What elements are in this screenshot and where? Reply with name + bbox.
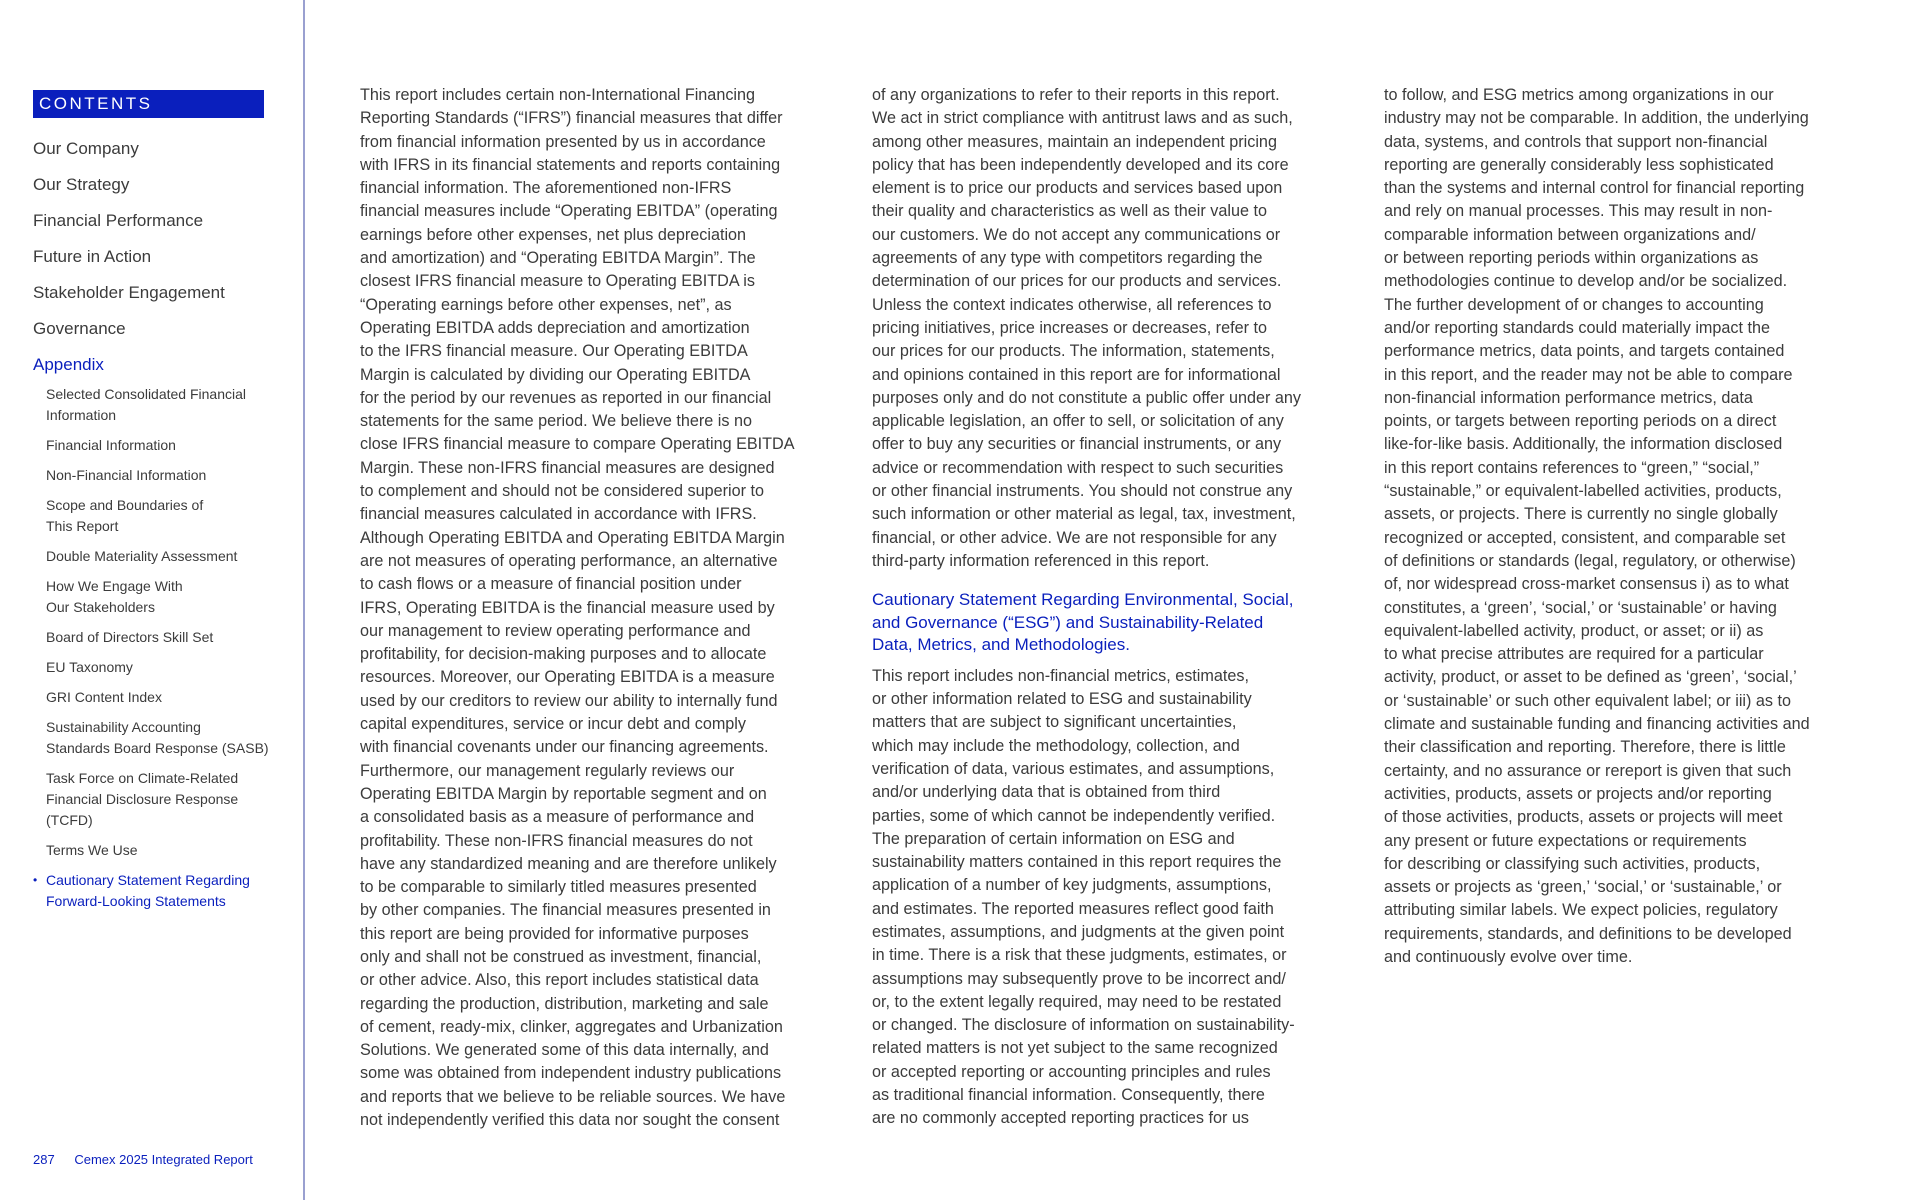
nav-sub-label-line: Scope and Boundaries of — [46, 497, 204, 513]
nav-sub-label-line: Information — [46, 407, 117, 423]
nav-our-strategy[interactable]: Our Strategy — [33, 175, 130, 194]
text-line: Although Operating EBITDA and Operating EBITDA Margin — [360, 528, 785, 547]
nav-sub-label-line: (TCFD) — [46, 812, 93, 828]
text-line: financial measures calculated in accordance with IFRS. — [360, 505, 757, 524]
nav-sub-label-line: Sustainability Accounting — [46, 719, 201, 735]
text-line: Cautionary Statement Regarding Environmental, Social, — [872, 590, 1294, 610]
text-line: points, or targets between reporting periods on a direct — [1384, 412, 1777, 431]
text-line: only and shall not be construed as investment, financial, — [360, 947, 762, 966]
text-line: capital expenditures, service or incur debt and comply — [360, 715, 747, 734]
text-line: requirements, standards, and definitions to be developed — [1384, 924, 1792, 943]
text-line: The preparation of certain information on ESG and — [872, 829, 1235, 848]
text-line: or ‘sustainable’ or such other equivalent label; or iii) as to — [1384, 691, 1792, 710]
text-line: Data, Metrics, and Methodologies. — [872, 635, 1130, 655]
nav-sub-cautionary-statement[interactable] — [33, 870, 286, 912]
nav-sub-financial-information[interactable] — [33, 435, 286, 456]
text-line: verification of data, various estimates, and assumptions, — [872, 759, 1275, 778]
text-line: among other measures, maintain an independent pricing — [872, 132, 1277, 151]
text-line: application of a number of key judgments, assumptions, — [872, 876, 1272, 895]
section-heading — [872, 589, 1342, 657]
text-line: Unless the context indicates otherwise, all references to — [872, 295, 1272, 314]
text-line: climate and sustainable funding and financing activities and — [1384, 715, 1810, 734]
text-line: their quality and characteristics as well as their value to — [872, 202, 1267, 221]
nav-sub-label-line: EU Taxonomy — [46, 659, 133, 675]
nav-governance[interactable]: Governance — [33, 319, 126, 338]
nav-sub-label-line: Task Force on Climate-Related — [46, 770, 239, 786]
text-line: or other advice. Also, this report includes statistical data — [360, 971, 759, 990]
text-line: or, to the extent legally required, may need to be restated — [872, 992, 1282, 1011]
text-line: determination of our prices for our products and services. — [872, 272, 1282, 291]
text-line: and/or underlying data that is obtained from third — [872, 783, 1221, 802]
nav-sub-scope-and-boundaries[interactable] — [33, 495, 286, 537]
text-line: financial measures include “Operating EBITDA” (operating — [360, 202, 778, 221]
text-line: “sustainable,” or equivalent-labelled activities, products, — [1384, 482, 1782, 501]
nav-sub-label-line: Cautionary Statement Regarding — [46, 872, 250, 888]
text-line: reporting are generally considerably less sophisticated — [1384, 155, 1774, 174]
text-column-2 — [872, 84, 1342, 1131]
nav-sub-terms-we-use[interactable] — [33, 840, 286, 861]
text-line: financial, or other advice. We are not responsible for any — [872, 528, 1277, 547]
text-line: industry may not be comparable. In addition, the underlying — [1384, 109, 1809, 128]
text-line: any present or future expectations or requirements — [1384, 831, 1747, 850]
text-line: of any organizations to refer to their reports in this report. — [872, 86, 1280, 104]
text-line: sustainability matters contained in this report requires the — [872, 853, 1282, 872]
text-line: our customers. We do not accept any communications or — [872, 225, 1281, 244]
text-line: with IFRS in its financial statements and reports containing — [360, 155, 781, 174]
text-line: or changed. The disclosure of information on sustainability- — [872, 1016, 1295, 1035]
text-line: some was obtained from independent industry publications — [360, 1064, 782, 1083]
text-line: to complement and should not be considered superior to — [360, 482, 765, 501]
body-paragraph — [1384, 84, 1859, 969]
text-line: and continuously evolve over time. — [1384, 947, 1633, 966]
text-line: for describing or classifying such activities, products, — [1384, 854, 1761, 873]
report-title: Cemex 2025 Integrated Report — [74, 1152, 253, 1167]
nav-sub-tcfd[interactable] — [33, 768, 286, 831]
text-line: resources. Moreover, our Operating EBITDA is a measure — [360, 668, 775, 687]
text-line: are not measures of operating performance, an alternative — [360, 551, 778, 570]
text-line: from financial information presented by us in accordance — [360, 132, 766, 151]
current-page-bullet-icon: • — [33, 873, 38, 887]
text-line: used by our creditors to review our ability to internally fund — [360, 691, 778, 710]
text-line: in this report contains references to “green,” “social,” — [1384, 458, 1760, 477]
text-line: our prices for our products. The information, statements, — [872, 342, 1275, 361]
body-paragraph — [872, 665, 1342, 1131]
text-line: parties, some of which cannot be independently verified. — [872, 806, 1276, 825]
text-line: element is to price our products and services based upon — [872, 179, 1283, 198]
text-line: and reports that we believe to be reliable sources. We have — [360, 1087, 786, 1106]
text-line: Margin is calculated by dividing our Operating EBITDA — [360, 365, 751, 384]
nav-sub-label-line: Double Materiality Assessment — [46, 548, 238, 564]
text-line: estimates, assumptions, and judgments at the given point — [872, 923, 1285, 941]
text-line: IFRS, Operating EBITDA is the financial measure used by — [360, 598, 775, 617]
text-line: This report includes non-financial metrics, estimates, — [872, 666, 1249, 685]
contents-sidebar — [33, 90, 295, 921]
text-line: assets or projects as ‘green,’ ‘social,’ or ‘sustainable,’ or — [1384, 878, 1782, 897]
text-line: methodologies continue to develop and/or be socialized. — [1384, 272, 1788, 291]
text-line: profitability, for decision-making purposes and to allocate — [360, 645, 767, 664]
text-line: statements for the same period. We believe there is no — [360, 412, 753, 431]
text-line: data, systems, and controls that support non-financial — [1384, 132, 1768, 151]
text-line: attributing similar labels. We expect policies, regulatory — [1384, 901, 1778, 920]
text-line: of cement, ready-mix, clinker, aggregates and Urbanization — [360, 1017, 783, 1036]
text-line: pricing initiatives, price increases or decreases, refer to — [872, 318, 1267, 337]
text-line: of, nor widespread cross-market consensus i) as to what — [1384, 575, 1789, 594]
text-line: or between reporting periods within organizations as — [1384, 249, 1759, 268]
text-line: in time. There is a risk that these judgments, estimates, or — [872, 946, 1287, 965]
sidebar-divider — [303, 0, 305, 1200]
text-line: to follow, and ESG metrics among organizations in our — [1384, 86, 1774, 104]
text-line: non-financial information performance metrics, data — [1384, 388, 1753, 407]
text-line: of definitions or standards (legal, regulatory, or otherwise) — [1384, 551, 1796, 570]
nav-sub-how-we-engage[interactable] — [33, 576, 286, 618]
text-line: closest IFRS financial measure to Operating EBITDA is — [360, 272, 755, 291]
body-paragraph — [872, 84, 1342, 573]
nav-sub-label-line: Our Stakeholders — [46, 599, 155, 615]
text-line: activities, products, assets or projects and/or reporting — [1384, 784, 1772, 803]
text-line: constitutes, a ‘green’, ‘social,’ or ‘sustainable’ or having — [1384, 598, 1777, 617]
text-line: This report includes certain non-International Financing — [360, 86, 756, 104]
text-line: Solutions. We generated some of this data internally, and — [360, 1041, 769, 1060]
nav-stakeholder-engagement[interactable]: Stakeholder Engagement — [33, 283, 225, 302]
text-line: to what precise attributes are required for a particular — [1384, 645, 1764, 664]
text-line: related matters is not yet subject to the same recognized — [872, 1039, 1278, 1058]
nav-sub-label-line: Forward-Looking Statements — [46, 893, 226, 909]
text-line: assets, or projects. There is currently no single globally — [1384, 505, 1778, 524]
text-line: Margin. These non-IFRS financial measures are designed — [360, 458, 775, 477]
text-line: We act in strict compliance with antitrust laws and as such, — [872, 109, 1293, 128]
text-line: our management to review operating performance and — [360, 621, 751, 640]
text-column-3 — [1384, 84, 1859, 969]
text-line: by other companies. The financial measures presented in — [360, 901, 771, 920]
text-line: than the systems and internal control for financial reporting — [1384, 179, 1805, 198]
text-line: to be comparable to similarly titled measures presented — [360, 878, 757, 897]
body-paragraph — [360, 84, 820, 1132]
nav-sub-board-skill-set[interactable] — [33, 627, 286, 648]
text-line: third-party information referenced in this report. — [872, 551, 1210, 570]
nav-sub-label-line: How We Engage With — [46, 578, 183, 594]
page-footer — [33, 1152, 253, 1167]
text-line: comparable information between organizations and/ — [1384, 225, 1756, 244]
text-line: or other information related to ESG and sustainability — [872, 690, 1252, 709]
text-line: and opinions contained in this report are for informational — [872, 365, 1281, 384]
nav-sub-selected-consolidated-financial-information[interactable] — [33, 384, 286, 426]
text-line: certainty, and no assurance or rereport is given that such — [1384, 761, 1792, 780]
text-line: in this report, and the reader may not be able to compare — [1384, 365, 1793, 384]
text-line: have any standardized meaning and are therefore unlikely — [360, 854, 777, 873]
nav-sub-label-line: Board of Directors Skill Set — [46, 629, 214, 645]
text-line: financial information. The aforementioned non-IFRS — [360, 179, 732, 198]
text-line: to cash flows or a measure of financial position under — [360, 575, 742, 594]
text-line: “Operating earnings before other expenses, net”, as — [360, 295, 732, 314]
text-line: for the period by our revenues as reported in our financial — [360, 388, 772, 407]
nav-sub-label-line: Terms We Use — [46, 842, 138, 858]
nav-sub-sasb[interactable] — [33, 717, 286, 759]
text-line: Operating EBITDA Margin by reportable segment and on — [360, 784, 767, 803]
text-line: Reporting Standards (“IFRS”) financial measures that differ — [360, 109, 783, 128]
text-line: of those activities, products, assets or projects will meet — [1384, 808, 1783, 827]
text-line: or accepted reporting or accounting principles and rules — [872, 1062, 1271, 1081]
text-line: and Governance (“ESG”) and Sustainability-Related — [872, 612, 1264, 632]
text-line: offer to buy any securities or financial instruments, or any — [872, 435, 1282, 454]
text-line: their classification and reporting. Therefore, there is little — [1384, 738, 1786, 757]
text-line: earnings before other expenses, net plus depreciation — [360, 225, 747, 244]
nav-sub-double-materiality-assessment[interactable] — [33, 546, 286, 567]
nav-sub-non-financial-information[interactable] — [33, 465, 286, 486]
nav-sub-label-line: Standards Board Response (SASB) — [46, 740, 269, 756]
text-line: which may include the methodology, collection, and — [872, 736, 1240, 755]
text-line: Operating EBITDA adds depreciation and amortization — [360, 318, 750, 337]
text-line: advice or recommendation with respect to such securities — [872, 458, 1284, 477]
nav-future-in-action[interactable]: Future in Action — [33, 247, 152, 266]
text-line: equivalent-labelled activity, product, or asset; or ii) as — [1384, 621, 1764, 640]
text-line: matters that are subject to significant uncertainties, — [872, 713, 1237, 732]
nav-sub-gri-content-index[interactable] — [33, 687, 286, 708]
text-line: regarding the production, distribution, marketing and sale — [360, 994, 769, 1013]
text-line: policy that has been independently developed and its core — [872, 155, 1289, 174]
text-line: and estimates. The reported measures reflect good faith — [872, 899, 1274, 918]
text-line: or other financial instruments. You should not construe any — [872, 482, 1293, 501]
text-line: assumptions may subsequently prove to be incorrect and/ — [872, 969, 1286, 988]
nav-sub-label-line: Non-Financial Information — [46, 467, 207, 483]
text-line: not independently verified this data nor sought the consent — [360, 1111, 780, 1130]
nav-sub-eu-taxonomy[interactable] — [33, 657, 286, 678]
text-line: activity, product, or asset to be defined as ‘green’, ‘social,’ — [1384, 668, 1797, 687]
nav-financial-performance[interactable]: Financial Performance — [33, 211, 204, 230]
contents-header: CONTENTS — [33, 90, 264, 118]
nav-sub-label-line: Financial Disclosure Response — [46, 791, 239, 807]
text-column-1 — [360, 84, 820, 1132]
text-line: like-for-like basis. Additionally, the information disclosed — [1384, 435, 1783, 454]
text-line: to the IFRS financial measure. Our Operating EBITDA — [360, 342, 748, 361]
text-line: a consolidated basis as a measure of performance and — [360, 808, 755, 827]
nav-sub-label-line: This Report — [46, 518, 119, 534]
nav-sub-label-line: Selected Consolidated Financial — [46, 386, 247, 402]
text-line: and/or reporting standards could materially impact the — [1384, 318, 1771, 337]
text-line: agreements of any type with competitors regarding the — [872, 249, 1263, 268]
appendix-sub-list — [33, 384, 295, 912]
text-line: and rely on manual processes. This may result in non- — [1384, 202, 1773, 221]
text-line: purposes only and do not constitute a public offer under any — [872, 388, 1301, 407]
text-line: and amortization) and “Operating EBITDA Margin”. The — [360, 249, 756, 268]
text-line: are no commonly accepted reporting practices for us — [872, 1109, 1249, 1128]
text-line: as traditional financial information. Consequently, there — [872, 1086, 1265, 1105]
page-number: 287 — [33, 1152, 55, 1167]
text-line: profitability. These non-IFRS financial measures do not — [360, 831, 753, 850]
nav-appendix[interactable]: Appendix — [33, 355, 104, 374]
text-line: performance metrics, data points, and targets contained — [1384, 342, 1785, 361]
text-line: close IFRS financial measure to compare Operating EBITDA — [360, 435, 795, 454]
text-line: this report are being provided for informative purposes — [360, 924, 749, 943]
text-line: recognized or accepted, consistent, and comparable set — [1384, 528, 1786, 547]
nav-our-company[interactable]: Our Company — [33, 139, 139, 158]
text-line: applicable legislation, an offer to sell, or solicitation of any — [872, 412, 1284, 431]
text-line: Furthermore, our management regularly reviews our — [360, 761, 735, 780]
text-line: The further development of or changes to accounting — [1384, 295, 1764, 314]
nav-sub-label-line: GRI Content Index — [46, 689, 162, 705]
text-line: such information or other material as legal, tax, investment, — [872, 505, 1296, 524]
text-line: with financial covenants under our financing agreements. — [360, 738, 769, 757]
nav-sub-label-line: Financial Information — [46, 437, 176, 453]
